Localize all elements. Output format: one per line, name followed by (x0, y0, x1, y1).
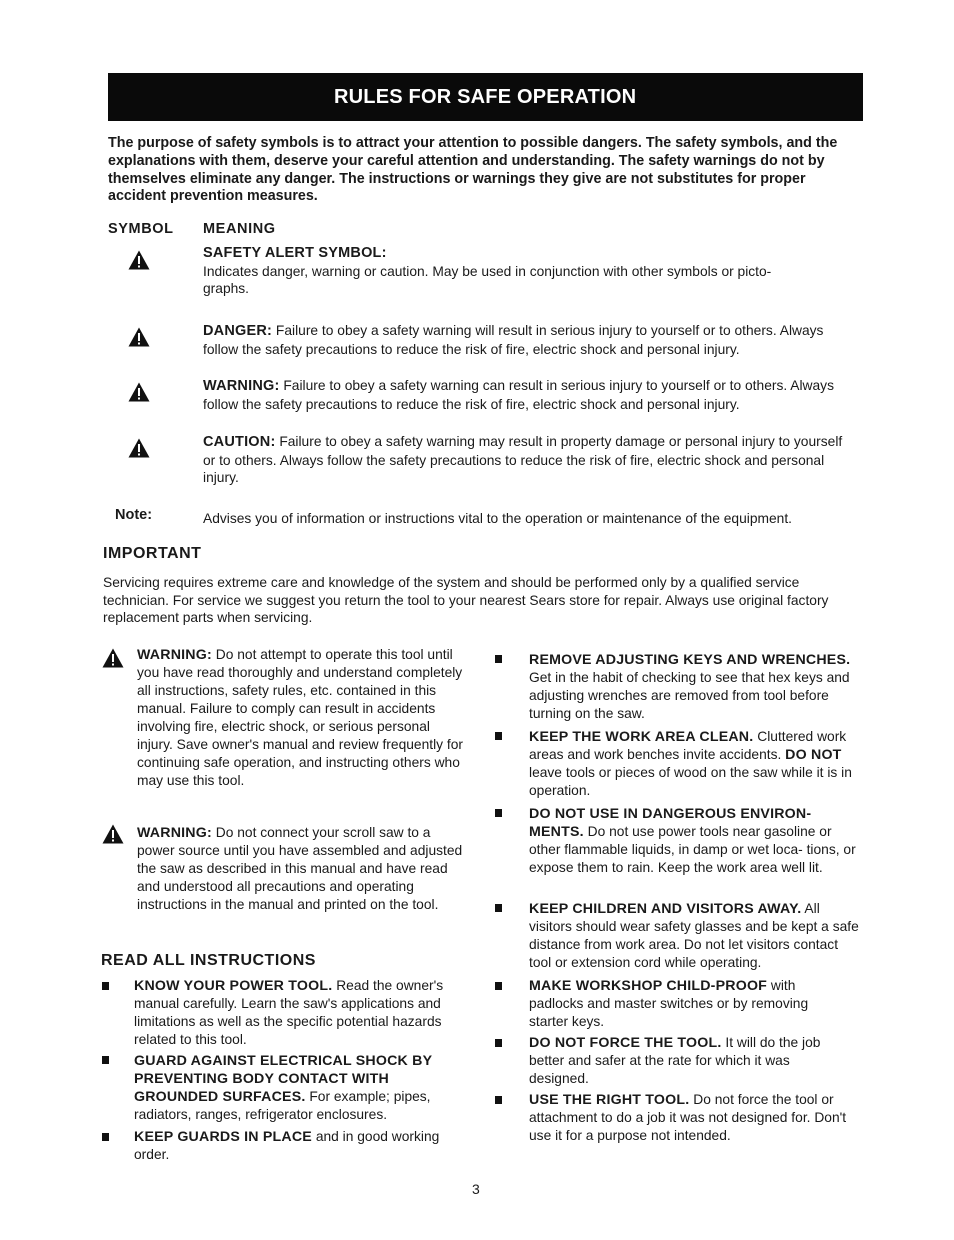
list-item-text: Cluttered work areas and work benches invite accidents. (529, 729, 847, 762)
list-item-term: GUARD AGAINST ELECTRICAL SHOCK BY PREVENTING BODY CONTACT WITH GROUNDED SURFACES. (134, 1053, 432, 1105)
symbol-term: SAFETY ALERT SYMBOL: (203, 245, 387, 261)
bullet-marker (495, 904, 502, 912)
list-item (529, 977, 839, 1031)
list-item-text: All visitors should wear safety glasses and be kept a safe distance from work area. Do not let visitors contact tool or extension cord while operating. (529, 901, 859, 970)
list-item-text: and in good working order. (134, 1129, 440, 1162)
list-item (529, 651, 861, 723)
bullet-marker (495, 732, 502, 740)
bullet-marker (495, 809, 502, 817)
section-banner (108, 73, 863, 121)
symbol-definition: Failure to obey a safety warning will result in serious injury to yourself or to others. Always follow the safety precautions to reduce the risk of fire, electric shock and personal injury. (203, 323, 824, 357)
list-item-term: USE THE RIGHT TOOL. (529, 1092, 690, 1108)
note-text: Advises you of information or instructions vital to the operation or maintenance of the equipment. (203, 511, 792, 526)
banner-title: RULES FOR SAFE OPERATION (334, 86, 637, 108)
list-item-term: KNOW YOUR POWER TOOL. (134, 978, 333, 994)
warning-text: Do not connect your scroll saw to a power source until you have assembled and adjusted the saw as described in this manual and have read and understood all precautions and operating instructions in the manual and printed on the tool. (137, 825, 463, 912)
read-instructions-heading: READ ALL INSTRUCTIONS (101, 952, 316, 969)
warning-block-read-manual (137, 646, 469, 790)
symbol-term: WARNING: (203, 378, 280, 394)
list-item-term: KEEP GUARDS IN PLACE (134, 1129, 312, 1145)
list-item-text: Do not force the tool or attachment to do a job it was not designed for. Don't use it for a purpose not intended. (529, 1092, 847, 1143)
list-item (529, 1091, 861, 1145)
page-number: 3 (472, 1181, 480, 1197)
bullet-marker (495, 1039, 502, 1047)
warning-term: WARNING: (137, 825, 212, 841)
list-item-term: DO NOT USE IN DANGEROUS ENVIRON- MENTS. (529, 806, 812, 840)
list-item (134, 1128, 469, 1164)
list-item (134, 1052, 469, 1124)
warning-triangle-icon (128, 327, 150, 347)
symbol-definition: Failure to obey a safety warning can result in serious injury to yourself or to others. Always follow the safety precautions to reduce the risk of fire, electric shock and personal injury. (203, 378, 834, 412)
bullet-marker (102, 1133, 109, 1141)
symbol-definition: Indicates danger, warning or caution. May be used in conjunction with other symbols or picto- graphs. (203, 263, 772, 296)
symbol-definition: Failure to obey a safety warning may result in property damage or personal injury to yourself or to others. Always follow the safety precautions to reduce the risk of fire, electric shock and personal injury. (203, 434, 843, 485)
list-item-term: REMOVE ADJUSTING KEYS AND WRENCHES. (529, 652, 851, 668)
note-label: Note: (115, 507, 153, 523)
list-item (529, 1034, 849, 1088)
meaning-column-header: MEANING (203, 221, 276, 237)
list-item (134, 977, 469, 1049)
list-item-term: KEEP THE WORK AREA CLEAN. (529, 729, 754, 745)
symbol-column-header: SYMBOL (108, 221, 174, 237)
symbol-row-danger (203, 322, 843, 358)
list-item-text: Read the owner's manual carefully. Learn the saw's applications and limitations as well as the specific potential hazards related to this tool. (134, 978, 444, 1047)
symbol-row-caution (203, 433, 843, 487)
symbol-term: DANGER: (203, 323, 273, 339)
warning-triangle-icon (128, 250, 150, 270)
warning-triangle-icon (128, 438, 150, 458)
warning-triangle-icon (102, 648, 124, 668)
list-item-term: DO NOT (785, 747, 842, 763)
list-item-text: Get in the habit of checking to see that hex keys and adjusting wrenches are removed from tool before turning on the saw. (529, 670, 850, 721)
bullet-marker (102, 1056, 109, 1064)
bullet-marker (495, 982, 502, 990)
list-item-text: leave tools or pieces of wood on the saw while it is in operation. (529, 765, 852, 798)
list-item (529, 805, 861, 877)
warning-triangle-icon (128, 382, 150, 402)
list-item (529, 900, 861, 972)
list-item-term: DO NOT FORCE THE TOOL. (529, 1035, 722, 1051)
bullet-marker (495, 1096, 502, 1104)
list-item-text: For example; pipes, radiators, ranges, refrigerator enclosures. (134, 1089, 431, 1122)
symbol-row-safety-alert (203, 244, 813, 298)
list-item-term: MAKE WORKSHOP CHILD-PROOF (529, 978, 768, 994)
warning-block-power-source (137, 824, 469, 914)
important-text: Servicing requires extreme care and knowledge of the system and should be performed only by a qualified service technician. For service we suggest you return the tool to your nearest Sears store for repair. Always use original factory replacement parts when servicing. (103, 575, 829, 626)
bullet-marker (102, 982, 109, 990)
warning-triangle-icon (102, 824, 124, 844)
warning-term: WARNING: (137, 647, 212, 663)
list-item (529, 728, 861, 800)
important-heading: IMPORTANT (103, 545, 202, 562)
bullet-marker (495, 655, 502, 663)
list-item-text: with padlocks and master switches or by removing starter keys. (529, 978, 809, 1029)
list-item-term: KEEP CHILDREN AND VISITORS AWAY. (529, 901, 802, 917)
warning-text: Do not attempt to operate this tool until you have read thoroughly and understand completely all instructions, safety rules, etc. contained in this manual. Failure to comply can result in accidents involving fire, electric shock, or serious personal injury. Save owner's manual and review frequently for continuing safe operation, and instructing others who may use this tool. (137, 647, 463, 788)
symbol-term: CAUTION: (203, 434, 276, 450)
intro-paragraph: The purpose of safety symbols is to attract your attention to possible dangers. The safety symbols, and the explanations with them, deserve your careful attention and understanding. The safety warnings do not by themselves eliminate any danger. The instructions or warnings they give are not substitutes for proper accident prevention measures. (108, 135, 838, 205)
symbol-row-warning (203, 377, 843, 413)
list-item-text: It will do the job better and safer at the rate for which it was designed. (529, 1035, 821, 1086)
list-item-text: Do not use power tools near gasoline or other flammable liquids, in damp or wet loca- tions, or expose them to rain. Keep the work area well lit. (529, 824, 856, 875)
